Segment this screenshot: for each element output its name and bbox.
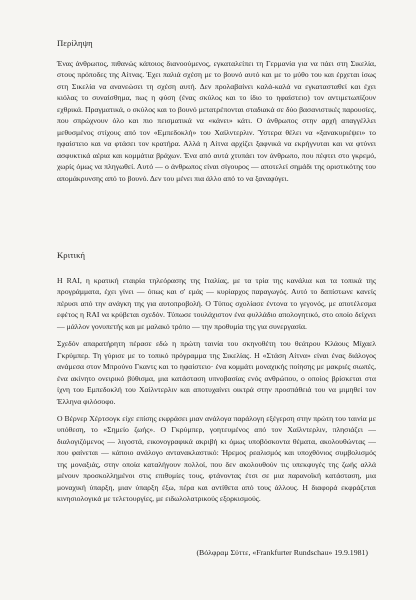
summary-paragraph: Ένας άνθρωπος, πιθανώς κάποιος διανοούμενος, εγκαταλείπει τη Γερμανία για να πάει στη Σικελία, στους πρόποδες της Αίτνας. Έχει παλιά σχέση με το βουνό αυτό και με το μύθο του και έρχεται ίσως στη Σικελία να ανανεώσει τη σχέση αυτή. Δεν προλαβαίνει καλά-καλά να εγκατασταθεί και έχει κιόλας το συναίσθημα, πως η φύση (ένας σκύλος και το ίδιο το ηφαίστειο) τον αντιμετωπίζουν εχθρικά. Πραγματικά, ο σκύλος και το βουνό μετατρέπονται σταδιακά σε δύο βασανιστικές παρουσίες, που σπρώχνουν όλο και πιο πεισματικά να «κάνει» κάτι. Ο άνθρωπος στην αρχή απαγγέλλει μεθυσμένος στίχους από τον «Εμπεδοκλή» του Χαίλντερλιν. Ύστερα θέλει να «ξανακυριέψει» το ηφαίστειο και να φτάσει τον κρατήρα. Αλλά η Αίτνα αρχίζει ξαφνικά να εκρήγνυται και να φτύνει ασφυκτικά αέρια και κομμάτια βράχων. Ένα από αυτά χτυπάει τον άνθρωπο, που πέφτει στο γκρεμό, χωρίς όμως να πληγωθεί. Αυτό — ο άνθρωπος είναι σίγουρος — αποτελεί σημάδι της οριστικότης του απομάκρυνσης από το βουνό. Δεν του μένει πια άλλο από το να ξαναφύγει. [57,59,376,183]
review-heading: Κριτική [57,250,86,260]
summary-section [57,58,376,184]
summary-heading: Περίληψη [57,38,93,48]
review-paragraph-3: Ο Βέρνερ Χέρτσογκ είχε επίσης εκφράσει μιαν ανάλογα παράλογη εξέγερση στην πρώτη του ταινία με υπόθεση, το «Σημείο ζωής». Ο Γκρύμπερ, γοητευμένος από τον Χαίλντερλιν, πλησιάζει — διαλογιζόμενος — λιγοστά, εικονογραφικά ακριβή κι όμως υποβόσκοντα θέματα, ακολουθώντας — που φαίνεται — κάποιο ανάλογο αντανακλαστικό: Ήρεμος ρεαλισμός και υποχθόνιος συμβολισμός της μοναξιάς, στην οποία καταλήγουν πολλοί, που δεν ακολουθούν τις υπεκφυγές της ζωής αλλά μένουν προσκολλημένοι στις επιθυμίες τους, φτάνοντας έτσι σε μια παρανοϊκή κατάσταση, μια μοναχική ύπαρξη, μιαν ύπαρξη έξω, πέρα και αντίθετα από τους άλλους. Η διαφορά εκφράζεται κινησιολογικά με τελετουργίες, με ειδωλολατρικούς εξορκισμούς. [57,413,376,504]
review-source-citation: (Βόλφραμ Σύττε, «Frankfurter Rundschau» 19.9.1981) [196,548,368,557]
review-paragraph-2: Σχεδόν απαρατήρητη πέρασε εδώ η πρώτη ταινία του σκηνοθέτη του θεάτρου Κλάους Μίχαελ Γκρύμπερ. Τη γύρισε με το τοπικό πρόγραμμα της Σικελίας. Η «Στάση Αίτνα» είναι ένας διάλογος ανάμεσα στον Μπρούνο Γκαντς και το ηφαίστειο· ένα κομμάτι μοναχικής ποίησης με μακριές σιωπές, ένα ακίνητο ονειρικό βύθισμα, μια κατάσταση υπνοβασίας ενός ανθρώπου, ο οποίος βρίσκεται στα ίχνη του Εμπεδοκλή του Χαίλντερλιν και αποτυχαίνει οικτρά στην προσπάθειά του να μιμηθεί τον Έλληνα φιλόσοφο. [57,339,376,406]
review-section [57,275,376,505]
review-paragraph-1: Η RAI, η κρατική εταιρία τηλεόρασης της Ιταλίας, με τα τρία της κανάλια και τα τοπικά της προγράμματα, έχει γίνει — όπως και σ' εμάς — κυρίαρχος παραγωγός. Αυτό το δαπίστωνε κανείς πέρυσι από την ανάγκη της για αυτοπροβολή. Ο Τύπος σχολίασε έντονα το γεγονός, με αποτέλεσμα εφέτος η RAI να κρύβεται σχεδόν. Τύπωσε τουλάχιστον ένα φυλλάδιο απολογητικό, στο οποίο δείχνει — μάλλον γονυπετής και με μαλακό τρόπο — την προθυμία της για συνεργασία. [57,276,376,331]
